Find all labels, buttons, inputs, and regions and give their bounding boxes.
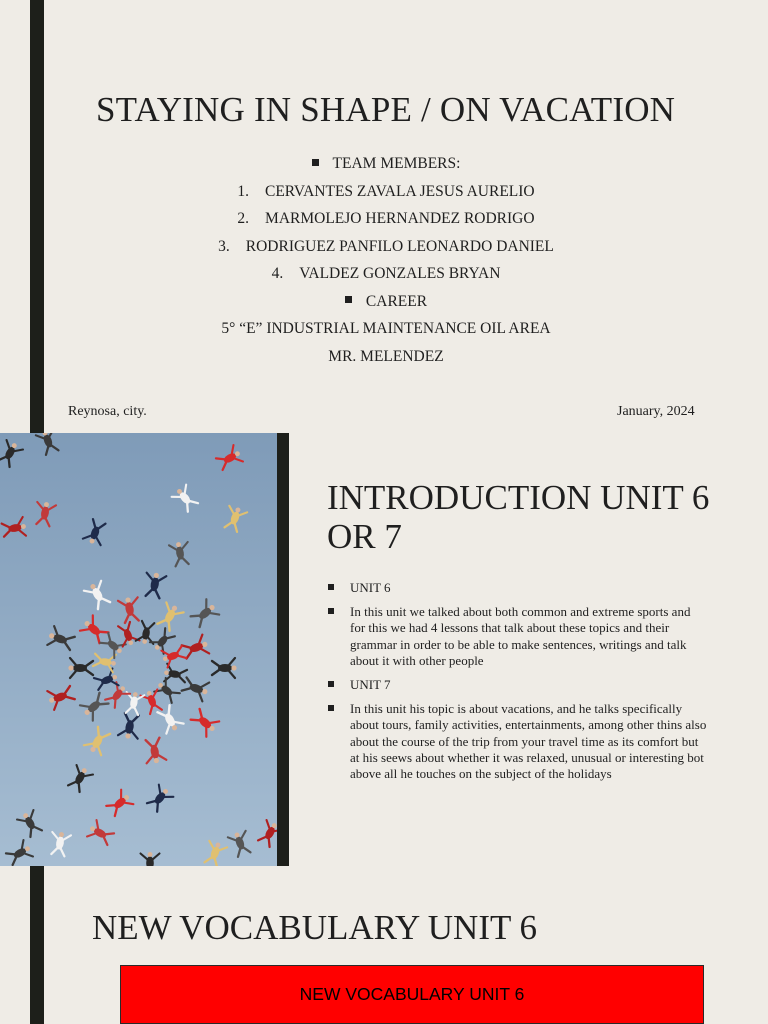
bullet-icon — [312, 159, 319, 166]
member-item: 1. CERVANTES ZAVALA JESUS AURELIO — [237, 182, 535, 200]
teacher-name: MR. MELENDEZ — [328, 347, 444, 365]
bullet-icon — [345, 296, 352, 303]
bullet-icon — [328, 681, 334, 687]
skydivers-photo — [0, 433, 277, 866]
member-item: 2. MARMOLEJO HERNANDEZ RODRIGO — [237, 210, 535, 227]
intro-title: INTRODUCTION UNIT 6 OR 7 — [327, 478, 710, 556]
list-item: UNIT 6 — [327, 580, 707, 596]
career-value: 5° “E” INDUSTRIAL MAINTENANCE OIL AREA — [221, 320, 551, 337]
bullet-icon — [328, 608, 334, 614]
career-heading: CAREER — [100, 288, 672, 316]
intro-bullet-list — [327, 580, 707, 790]
list-item: In this unit we talked about both common and extreme sports and for this we had 4 lessons that talk about these topics and their grammar in order to be able to make sentences, writings and talk about it with other people — [327, 604, 707, 669]
team-members-block — [100, 150, 672, 370]
bullet-icon — [328, 584, 334, 590]
slide-title: STAYING IN SHAPE / ON VACATION — [96, 90, 676, 129]
date-text: January, 2024 — [617, 404, 695, 419]
list-item: In this unit his topic is about vacations, and he talks specifically about tours, family activities, entertainments, among other thins also about the course of the trip from your travel time as its comfort but at his seews about whether it was relaxed, unusual or interesting bot above all he touches on the subject of the holidays — [327, 701, 707, 782]
vocabulary-title: NEW VOCABULARY UNIT 6 — [92, 908, 537, 947]
location-text: Reynosa, city. — [68, 404, 147, 419]
member-item: 4. VALDEZ GONZALES BRYAN — [271, 265, 501, 282]
team-members-heading: TEAM MEMBERS: — [100, 150, 672, 178]
list-item: UNIT 7 — [327, 677, 707, 693]
bullet-icon — [328, 705, 334, 711]
photo-accent-bar — [277, 433, 289, 866]
member-item: 3. RODRIGUEZ PANFILO LEONARDO DANIEL — [218, 237, 554, 255]
vocabulary-banner: NEW VOCABULARY UNIT 6 — [120, 965, 704, 1024]
skydivers-formation-image — [0, 433, 277, 866]
